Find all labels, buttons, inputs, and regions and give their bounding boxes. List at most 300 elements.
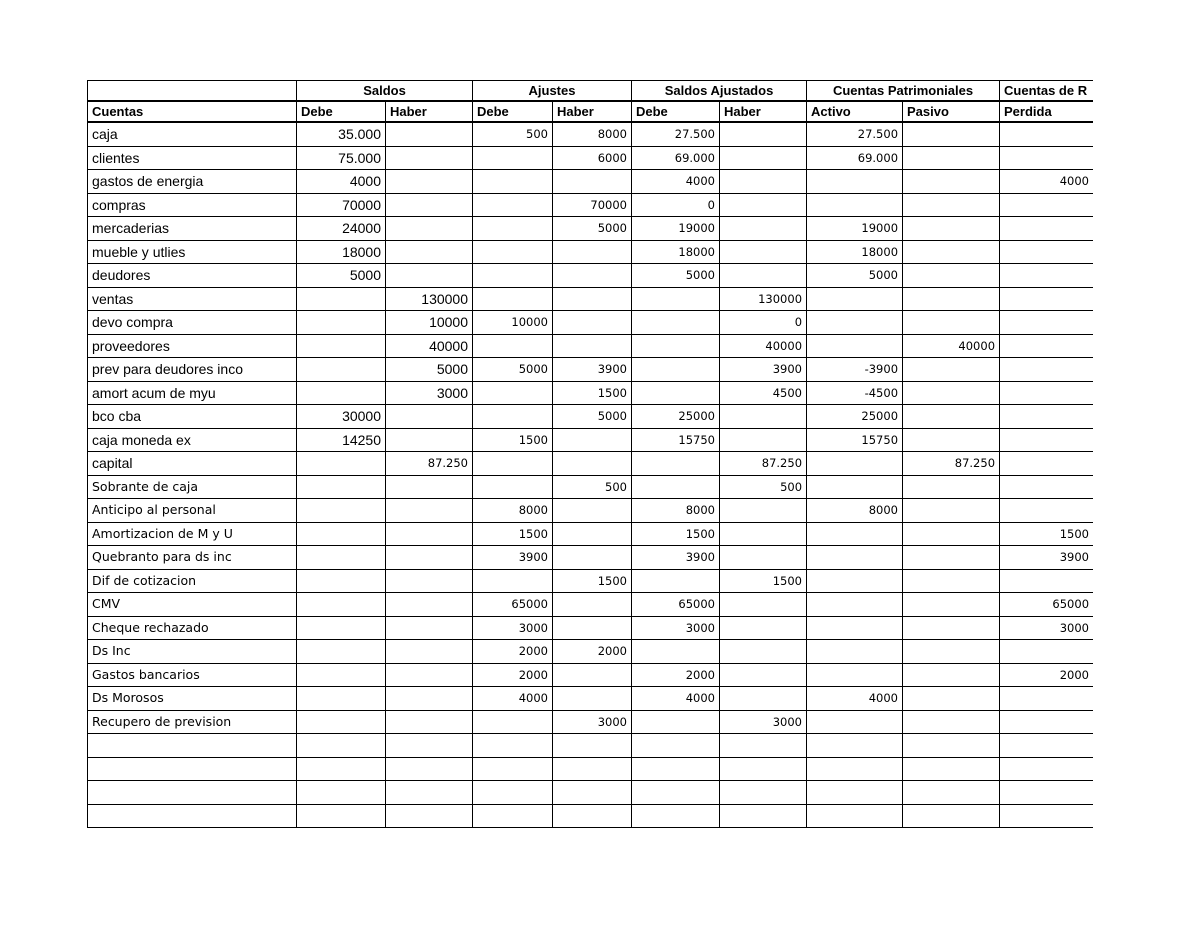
ajustes-haber-cell — [553, 170, 632, 194]
table-row — [88, 217, 1094, 241]
saldos-debe-cell — [297, 522, 386, 546]
pasivo-cell — [903, 428, 1000, 452]
ajustados-debe-cell — [632, 569, 720, 593]
account-name-cell — [88, 781, 297, 805]
activo-cell — [807, 170, 903, 194]
activo-cell — [807, 593, 903, 617]
activo-cell: -4500 — [807, 381, 903, 405]
activo-cell: 19000 — [807, 217, 903, 241]
table-row — [88, 781, 1094, 805]
pasivo-cell — [903, 358, 1000, 382]
table-row — [88, 569, 1094, 593]
table-row — [88, 546, 1094, 570]
pasivo-cell — [903, 170, 1000, 194]
saldos-debe-cell: 14250 — [297, 428, 386, 452]
ajustados-haber-cell: 87.250 — [720, 452, 807, 476]
ajustes-haber-cell — [553, 546, 632, 570]
saldos-haber-cell — [386, 710, 473, 734]
account-name-cell: devo compra — [88, 311, 297, 335]
table-row — [88, 522, 1094, 546]
ajustes-debe-cell — [473, 146, 553, 170]
account-name-cell: prev para deudores inco — [88, 358, 297, 382]
perdida-cell — [1000, 781, 1093, 805]
account-name-cell: bco cba — [88, 405, 297, 429]
perdida-cell — [1000, 287, 1093, 311]
saldos-debe-cell — [297, 499, 386, 523]
ajustados-debe-cell — [632, 804, 720, 828]
table-row — [88, 499, 1094, 523]
ajustados-debe-cell: 27.500 — [632, 122, 720, 146]
pasivo-cell — [903, 569, 1000, 593]
ajustes-debe-cell — [473, 475, 553, 499]
activo-cell — [807, 804, 903, 828]
saldos-haber-cell — [386, 593, 473, 617]
ajustes-debe-cell: 500 — [473, 122, 553, 146]
saldos-haber-cell: 40000 — [386, 334, 473, 358]
saldos-haber-cell — [386, 428, 473, 452]
ajustados-haber-cell: 130000 — [720, 287, 807, 311]
ajustados-haber-cell — [720, 122, 807, 146]
perdida-cell: 4000 — [1000, 170, 1093, 194]
pasivo-cell — [903, 381, 1000, 405]
activo-cell: -3900 — [807, 358, 903, 382]
ajustados-haber-cell — [720, 663, 807, 687]
ajustes-debe-cell: 1500 — [473, 428, 553, 452]
table-row — [88, 757, 1094, 781]
activo-cell: 69.000 — [807, 146, 903, 170]
ajustados-haber-cell — [720, 804, 807, 828]
ajustes-haber-cell — [553, 499, 632, 523]
ajustes-debe-cell: 5000 — [473, 358, 553, 382]
saldos-debe-cell — [297, 593, 386, 617]
saldos-haber-cell — [386, 687, 473, 711]
pasivo-cell — [903, 217, 1000, 241]
ajustes-debe-cell — [473, 734, 553, 758]
account-name-cell: mercaderias — [88, 217, 297, 241]
ajustados-debe-cell — [632, 757, 720, 781]
ajustados-haber-cell — [720, 616, 807, 640]
perdida-cell — [1000, 757, 1093, 781]
pasivo-cell — [903, 240, 1000, 264]
ajustados-haber-cell — [720, 405, 807, 429]
perdida-cell — [1000, 358, 1093, 382]
column-header-perdida: Perdida — [1000, 101, 1093, 122]
saldos-haber-cell: 10000 — [386, 311, 473, 335]
ajustes-haber-cell: 500 — [553, 475, 632, 499]
saldos-debe-cell — [297, 616, 386, 640]
ajustados-haber-cell: 40000 — [720, 334, 807, 358]
saldos-haber-cell: 130000 — [386, 287, 473, 311]
ajustados-debe-cell: 19000 — [632, 217, 720, 241]
activo-cell: 25000 — [807, 405, 903, 429]
ajustes-debe-cell: 65000 — [473, 593, 553, 617]
saldos-haber-cell — [386, 240, 473, 264]
activo-cell — [807, 334, 903, 358]
pasivo-cell — [903, 287, 1000, 311]
ajustes-haber-cell — [553, 240, 632, 264]
ajustes-haber-cell — [553, 757, 632, 781]
column-header-activo: Activo — [807, 101, 903, 122]
ajustados-haber-cell: 0 — [720, 311, 807, 335]
ajustes-debe-cell — [473, 334, 553, 358]
ajustados-debe-cell — [632, 710, 720, 734]
activo-cell — [807, 452, 903, 476]
ajustados-haber-cell — [720, 264, 807, 288]
ajustados-debe-cell: 3000 — [632, 616, 720, 640]
account-name-cell: Dif de cotizacion — [88, 569, 297, 593]
ajustados-haber-cell: 500 — [720, 475, 807, 499]
ajustados-haber-cell — [720, 640, 807, 664]
saldos-haber-cell — [386, 616, 473, 640]
saldos-haber-cell — [386, 405, 473, 429]
pasivo-cell — [903, 546, 1000, 570]
saldos-debe-cell — [297, 804, 386, 828]
ajustes-haber-cell — [553, 804, 632, 828]
activo-cell — [807, 546, 903, 570]
saldos-haber-cell — [386, 546, 473, 570]
pasivo-cell — [903, 311, 1000, 335]
saldos-haber-cell — [386, 475, 473, 499]
activo-cell — [807, 663, 903, 687]
table-row — [88, 663, 1094, 687]
column-header-ajustes-debe: Debe — [473, 101, 553, 122]
account-name-cell: Gastos bancarios — [88, 663, 297, 687]
ajustes-haber-cell — [553, 264, 632, 288]
pasivo-cell — [903, 687, 1000, 711]
pasivo-cell — [903, 405, 1000, 429]
ajustados-debe-cell — [632, 287, 720, 311]
column-header-saldos-haber: Haber — [386, 101, 473, 122]
pasivo-cell — [903, 781, 1000, 805]
ajustes-debe-cell — [473, 781, 553, 805]
table-row — [88, 452, 1094, 476]
perdida-cell: 65000 — [1000, 593, 1093, 617]
perdida-cell — [1000, 122, 1093, 146]
ajustados-haber-cell: 3000 — [720, 710, 807, 734]
saldos-haber-cell — [386, 170, 473, 194]
saldos-debe-cell — [297, 687, 386, 711]
ajustados-haber-cell — [720, 593, 807, 617]
ajustes-haber-cell — [553, 428, 632, 452]
table-row — [88, 428, 1094, 452]
activo-cell: 5000 — [807, 264, 903, 288]
perdida-cell — [1000, 311, 1093, 335]
activo-cell — [807, 734, 903, 758]
account-name-cell: ventas — [88, 287, 297, 311]
ajustados-haber-cell: 4500 — [720, 381, 807, 405]
table-row — [88, 475, 1094, 499]
account-name-cell: amort acum de myu — [88, 381, 297, 405]
ajustes-haber-cell: 5000 — [553, 405, 632, 429]
ajustes-debe-cell — [473, 240, 553, 264]
perdida-cell: 2000 — [1000, 663, 1093, 687]
activo-cell — [807, 616, 903, 640]
ajustes-haber-cell — [553, 616, 632, 640]
saldos-debe-cell — [297, 569, 386, 593]
ajustes-haber-cell — [553, 452, 632, 476]
ajustes-debe-cell: 2000 — [473, 663, 553, 687]
perdida-cell — [1000, 240, 1093, 264]
perdida-cell — [1000, 475, 1093, 499]
ajustados-debe-cell: 8000 — [632, 499, 720, 523]
balance-table — [87, 80, 1093, 828]
pasivo-cell — [903, 264, 1000, 288]
perdida-cell — [1000, 687, 1093, 711]
perdida-cell — [1000, 264, 1093, 288]
ajustados-debe-cell — [632, 640, 720, 664]
ajustes-debe-cell — [473, 217, 553, 241]
saldos-haber-cell — [386, 122, 473, 146]
account-name-cell: deudores — [88, 264, 297, 288]
ajustados-haber-cell — [720, 687, 807, 711]
activo-cell — [807, 710, 903, 734]
ajustes-haber-cell: 2000 — [553, 640, 632, 664]
ajustes-haber-cell — [553, 334, 632, 358]
perdida-cell — [1000, 569, 1093, 593]
account-name-cell: Anticipo al personal — [88, 499, 297, 523]
ajustados-haber-cell — [720, 499, 807, 523]
table-row — [88, 122, 1094, 146]
ajustes-haber-cell: 5000 — [553, 217, 632, 241]
pasivo-cell — [903, 663, 1000, 687]
ajustados-debe-cell — [632, 781, 720, 805]
column-header-cuentas: Cuentas — [88, 101, 297, 122]
perdida-cell: 3000 — [1000, 616, 1093, 640]
column-header-saldos-debe: Debe — [297, 101, 386, 122]
ajustes-haber-cell — [553, 522, 632, 546]
column-header-ajustes-haber: Haber — [553, 101, 632, 122]
perdida-cell — [1000, 146, 1093, 170]
saldos-haber-cell — [386, 499, 473, 523]
pasivo-cell: 87.250 — [903, 452, 1000, 476]
table-row — [88, 311, 1094, 335]
ajustes-debe-cell: 10000 — [473, 311, 553, 335]
table-row — [88, 334, 1094, 358]
activo-cell: 18000 — [807, 240, 903, 264]
activo-cell: 27.500 — [807, 122, 903, 146]
ajustados-debe-cell — [632, 358, 720, 382]
saldos-debe-cell — [297, 334, 386, 358]
pasivo-cell — [903, 710, 1000, 734]
group-header-row — [88, 81, 1094, 102]
table-row — [88, 640, 1094, 664]
saldos-debe-cell: 24000 — [297, 217, 386, 241]
ajustes-haber-cell: 70000 — [553, 193, 632, 217]
ajustes-debe-cell — [473, 193, 553, 217]
ajustados-debe-cell: 69.000 — [632, 146, 720, 170]
account-name-cell: clientes — [88, 146, 297, 170]
ajustes-haber-cell — [553, 287, 632, 311]
ajustados-debe-cell: 4000 — [632, 170, 720, 194]
account-name-cell: mueble y utlies — [88, 240, 297, 264]
account-name-cell: gastos de energia — [88, 170, 297, 194]
table-row — [88, 358, 1094, 382]
ajustados-debe-cell: 15750 — [632, 428, 720, 452]
ajustes-debe-cell — [473, 757, 553, 781]
ajustados-haber-cell — [720, 146, 807, 170]
account-name-cell: caja moneda ex — [88, 428, 297, 452]
group-header-saldos: Saldos — [297, 81, 473, 102]
ajustes-debe-cell — [473, 452, 553, 476]
account-name-cell — [88, 757, 297, 781]
worksheet — [87, 80, 1093, 828]
ajustados-haber-cell: 3900 — [720, 358, 807, 382]
perdida-cell — [1000, 334, 1093, 358]
ajustes-debe-cell — [473, 405, 553, 429]
account-name-cell: Cheque rechazado — [88, 616, 297, 640]
ajustados-debe-cell — [632, 311, 720, 335]
table-row — [88, 381, 1094, 405]
activo-cell: 15750 — [807, 428, 903, 452]
saldos-debe-cell: 35.000 — [297, 122, 386, 146]
ajustados-haber-cell — [720, 522, 807, 546]
saldos-haber-cell: 5000 — [386, 358, 473, 382]
empty-header-cell — [88, 81, 297, 102]
saldos-haber-cell: 87.250 — [386, 452, 473, 476]
saldos-debe-cell — [297, 311, 386, 335]
activo-cell — [807, 311, 903, 335]
saldos-debe-cell: 75.000 — [297, 146, 386, 170]
perdida-cell: 3900 — [1000, 546, 1093, 570]
ajustados-debe-cell: 25000 — [632, 405, 720, 429]
activo-cell — [807, 640, 903, 664]
activo-cell — [807, 781, 903, 805]
group-header-cuentas-patrimoniales: Cuentas Patrimoniales — [807, 81, 1000, 102]
table-row — [88, 734, 1094, 758]
account-name-cell: compras — [88, 193, 297, 217]
saldos-debe-cell — [297, 358, 386, 382]
ajustados-debe-cell: 4000 — [632, 687, 720, 711]
ajustados-haber-cell — [720, 757, 807, 781]
account-name-cell: CMV — [88, 593, 297, 617]
saldos-debe-cell — [297, 287, 386, 311]
saldos-haber-cell — [386, 569, 473, 593]
pasivo-cell — [903, 640, 1000, 664]
ajustes-debe-cell — [473, 381, 553, 405]
account-name-cell: Recupero de prevision — [88, 710, 297, 734]
account-name-cell: Amortizacion de M y U — [88, 522, 297, 546]
ajustados-debe-cell — [632, 334, 720, 358]
saldos-haber-cell — [386, 640, 473, 664]
perdida-cell — [1000, 217, 1093, 241]
ajustes-haber-cell — [553, 781, 632, 805]
ajustes-haber-cell — [553, 593, 632, 617]
perdida-cell — [1000, 193, 1093, 217]
ajustados-haber-cell — [720, 428, 807, 452]
ajustes-debe-cell: 1500 — [473, 522, 553, 546]
ajustados-haber-cell — [720, 193, 807, 217]
ajustes-debe-cell — [473, 804, 553, 828]
account-name-cell: Ds Morosos — [88, 687, 297, 711]
ajustados-debe-cell — [632, 381, 720, 405]
saldos-debe-cell — [297, 663, 386, 687]
column-header-ajustados-haber: Haber — [720, 101, 807, 122]
saldos-debe-cell: 30000 — [297, 405, 386, 429]
activo-cell — [807, 522, 903, 546]
perdida-cell — [1000, 710, 1093, 734]
pasivo-cell — [903, 522, 1000, 546]
table-row — [88, 193, 1094, 217]
saldos-debe-cell — [297, 734, 386, 758]
ajustados-debe-cell: 3900 — [632, 546, 720, 570]
perdida-cell — [1000, 499, 1093, 523]
table-row — [88, 240, 1094, 264]
ajustados-debe-cell — [632, 452, 720, 476]
ajustes-debe-cell — [473, 170, 553, 194]
pasivo-cell — [903, 593, 1000, 617]
pasivo-cell — [903, 757, 1000, 781]
table-row — [88, 287, 1094, 311]
ajustes-haber-cell — [553, 663, 632, 687]
account-name-cell: proveedores — [88, 334, 297, 358]
saldos-haber-cell — [386, 217, 473, 241]
saldos-haber-cell — [386, 193, 473, 217]
saldos-haber-cell — [386, 146, 473, 170]
ajustados-debe-cell — [632, 475, 720, 499]
saldos-debe-cell — [297, 710, 386, 734]
ajustados-debe-cell: 18000 — [632, 240, 720, 264]
saldos-debe-cell — [297, 781, 386, 805]
ajustados-debe-cell: 65000 — [632, 593, 720, 617]
ajustes-haber-cell: 3900 — [553, 358, 632, 382]
table-row — [88, 405, 1094, 429]
saldos-debe-cell: 5000 — [297, 264, 386, 288]
ajustes-haber-cell: 6000 — [553, 146, 632, 170]
saldos-debe-cell: 18000 — [297, 240, 386, 264]
sub-header-row — [88, 101, 1094, 122]
ajustes-debe-cell: 8000 — [473, 499, 553, 523]
saldos-haber-cell — [386, 264, 473, 288]
table-row — [88, 170, 1094, 194]
saldos-debe-cell: 4000 — [297, 170, 386, 194]
pasivo-cell — [903, 499, 1000, 523]
activo-cell — [807, 757, 903, 781]
perdida-cell — [1000, 381, 1093, 405]
account-name-cell: capital — [88, 452, 297, 476]
table-row — [88, 710, 1094, 734]
pasivo-cell — [903, 146, 1000, 170]
saldos-haber-cell — [386, 804, 473, 828]
pasivo-cell — [903, 475, 1000, 499]
perdida-cell — [1000, 405, 1093, 429]
ajustes-haber-cell — [553, 311, 632, 335]
column-header-ajustados-debe: Debe — [632, 101, 720, 122]
ajustes-debe-cell — [473, 710, 553, 734]
ajustados-haber-cell — [720, 546, 807, 570]
table-row — [88, 264, 1094, 288]
ajustes-haber-cell — [553, 734, 632, 758]
pasivo-cell — [903, 122, 1000, 146]
account-name-cell: Ds Inc — [88, 640, 297, 664]
table-row — [88, 687, 1094, 711]
saldos-debe-cell — [297, 452, 386, 476]
ajustes-debe-cell: 2000 — [473, 640, 553, 664]
perdida-cell — [1000, 804, 1093, 828]
perdida-cell — [1000, 428, 1093, 452]
saldos-debe-cell — [297, 640, 386, 664]
ajustes-debe-cell: 4000 — [473, 687, 553, 711]
pasivo-cell — [903, 193, 1000, 217]
ajustes-haber-cell — [553, 687, 632, 711]
group-header-ajustes: Ajustes — [473, 81, 632, 102]
ajustados-debe-cell — [632, 734, 720, 758]
saldos-haber-cell — [386, 757, 473, 781]
account-name-cell — [88, 734, 297, 758]
ajustes-haber-cell: 1500 — [553, 569, 632, 593]
activo-cell — [807, 475, 903, 499]
ajustados-haber-cell — [720, 240, 807, 264]
saldos-haber-cell — [386, 781, 473, 805]
